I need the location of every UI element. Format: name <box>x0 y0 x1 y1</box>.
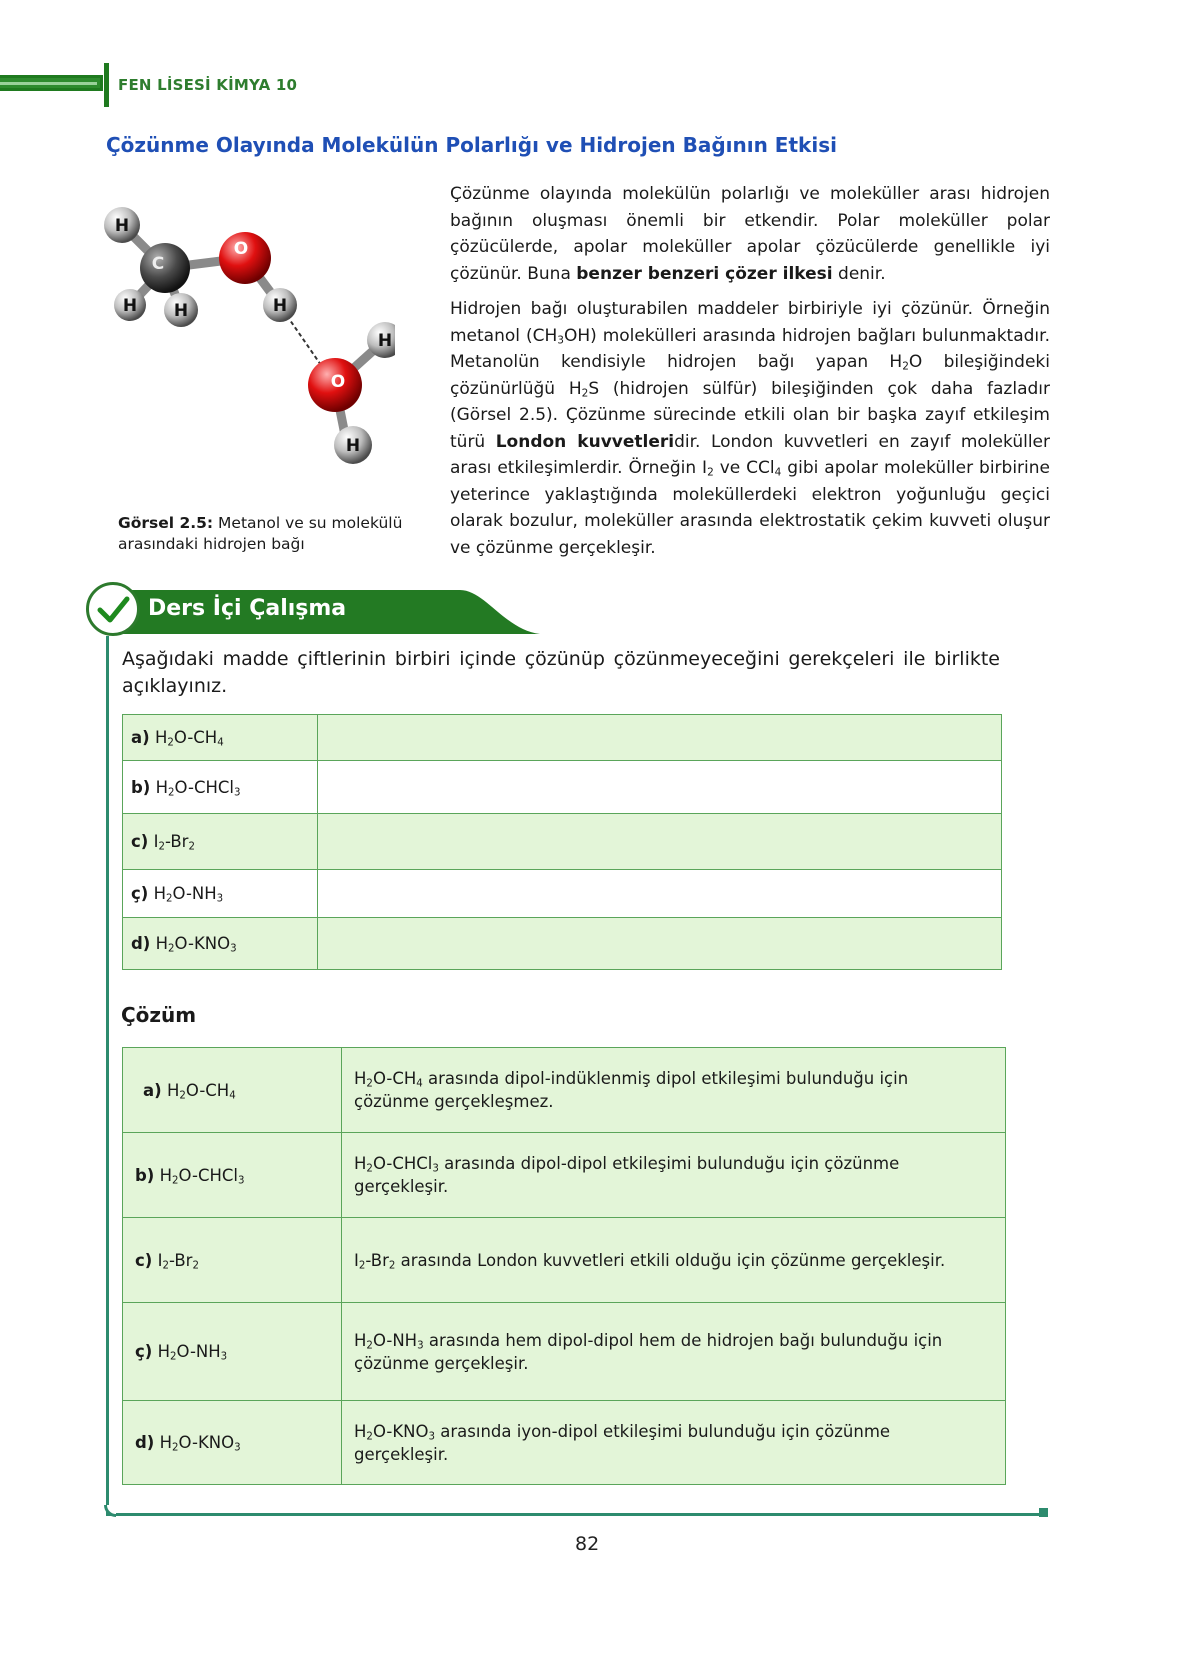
answer-cell <box>318 814 1002 870</box>
header-tick <box>104 63 109 107</box>
svg-text:H: H <box>345 436 361 456</box>
table-row <box>123 1133 1006 1218</box>
answer-cell <box>318 715 1002 761</box>
answer-cell <box>318 918 1002 970</box>
solution-text: $H_2O-CHCl_3$ arasında dipol-dipol etkileşimi bulunduğu için çözünme gerçekleşir. <box>342 1133 1006 1218</box>
atom-o <box>219 232 271 284</box>
table-row <box>123 1048 1006 1133</box>
atom-h <box>164 293 198 327</box>
frame-end-marker <box>1039 1508 1048 1517</box>
paragraph-2: Hidrojen bağı oluşturabilen maddeler birbiriyle iyi çözünür. Örneğin metanol $(CH_3OH)$ molekülleri arasında hidrojen bağları bulunmaktadır. Metanolün kendisiyle hidrojen bağı yapan $H_2O$ bileşiğindeki çözünürlüğü $H_2S$ (hidrojen sülfür) bileşiğinden çok daha fazladır (Görsel 2.5). Çözünme sürecinde etkili olan bir başka zayıf etkileşim türü London kuvvetleridir. London kuvvetleri en zayıf moleküller arası etkileşimlerdir. Örneğin $I_2$ ve CCl$_4$ gibi apolar moleküller birbirine yeterince yaklaştığında moleküllerdeki elektron yoğunluğu geçici olarak bozulur, moleküller arasında elektrostatik çekim kuvveti oluşur ve çözünme gerçekleşir. <box>450 299 1051 558</box>
atom-h <box>263 288 297 322</box>
table-row <box>123 918 1002 970</box>
svg-text:H: H <box>377 331 393 351</box>
row-label: d) $H_2O-KNO_3$ <box>123 1401 342 1485</box>
section-title: Çözünme Olayında Molekülün Polarlığı ve Hidrojen Bağının Etkisi <box>106 133 837 157</box>
table-row <box>123 814 1002 870</box>
table-row <box>123 715 1002 761</box>
svg-text:H: H <box>122 296 138 316</box>
figure-caption: Görsel 2.5: Metanol ve su molekülü arasındaki hidrojen bağı <box>118 514 403 553</box>
row-label: c) $I_2-Br_2$ <box>123 814 318 870</box>
row-label: b) $H_2O-CHCl_3$ <box>123 1133 342 1218</box>
solution-text: $H_2O-NH_3$ arasında hem dipol-dipol hem de hidrojen bağı bulunduğu için çözünme gerçekleşir. <box>342 1303 1006 1401</box>
table-row <box>123 1401 1006 1485</box>
atom-h <box>104 207 140 243</box>
header-bar <box>0 75 103 91</box>
methanol-water-figure <box>95 200 395 490</box>
row-label: b) $H_2O-CHCl_3$ <box>123 761 318 814</box>
svg-text:H: H <box>272 296 288 316</box>
solution-text: $H_2O-KNO_3$ arasında iyon-dipol etkileşimi bulunduğu için çözünme gerçekleşir. <box>342 1401 1006 1485</box>
atom-c <box>140 243 190 293</box>
answer-cell <box>318 870 1002 918</box>
table-row <box>123 1303 1006 1401</box>
book-title: FEN LİSESİ KİMYA 10 <box>118 76 298 94</box>
row-label: ç) $H_2O-NH_3$ <box>123 1303 342 1401</box>
row-label: a) $H_2O-CH_4$ <box>123 715 318 761</box>
svg-text:O: O <box>330 372 346 392</box>
svg-text:C: C <box>151 254 165 274</box>
table-row <box>123 870 1002 918</box>
solution-table <box>122 1047 1006 1485</box>
body-text <box>450 181 1050 570</box>
svg-text:H: H <box>114 216 130 236</box>
frame-border <box>106 1513 1042 1516</box>
exercise-instruction: Aşağıdaki madde çiftlerinin birbiri içinde çözünüp çözünmeyeceğini gerekçeleri ile birlikte açıklayınız. <box>122 648 1000 697</box>
solution-text: $H_2O-CH_4$ arasında dipol-indüklenmiş dipol etkileşimi bulunduğu için çözünme gerçekleşmez. <box>342 1048 1006 1133</box>
solution-label: Çözüm <box>121 1003 197 1027</box>
page-number: 82 <box>575 1533 600 1555</box>
row-label: d) $H_2O-KNO_3$ <box>123 918 318 970</box>
svg-text:O: O <box>233 239 249 259</box>
question-table <box>122 714 1002 970</box>
atom-h <box>114 289 146 321</box>
table-row <box>123 761 1002 814</box>
solution-text: $I_2-Br_2$ arasında London kuvvetleri etkili olduğu için çözünme gerçekleşir. <box>342 1218 1006 1303</box>
row-label: a) $H_2O-CH_4$ <box>123 1048 342 1133</box>
answer-cell <box>318 761 1002 814</box>
check-icon <box>86 582 140 636</box>
atom-o <box>308 358 362 412</box>
table-row <box>123 1218 1006 1303</box>
svg-text:H: H <box>173 301 189 321</box>
frame-border <box>106 636 109 1516</box>
row-label: ç) $H_2O-NH_3$ <box>123 870 318 918</box>
row-label: c) $I_2-Br_2$ <box>123 1218 342 1303</box>
paragraph-1: Çözünme olayında molekülün polarlığı ve moleküller arası hidrojen bağının oluşması önemli bir etkendir. Polar moleküller polar çözücülerde, apolar moleküller apolar çözücülerde genellikle iyi çözünür. Buna benzer benzeri çözer ilkesi denir. <box>450 184 1050 284</box>
exercise-title: Ders İçi Çalışma <box>148 596 347 621</box>
atom-h <box>334 426 372 464</box>
